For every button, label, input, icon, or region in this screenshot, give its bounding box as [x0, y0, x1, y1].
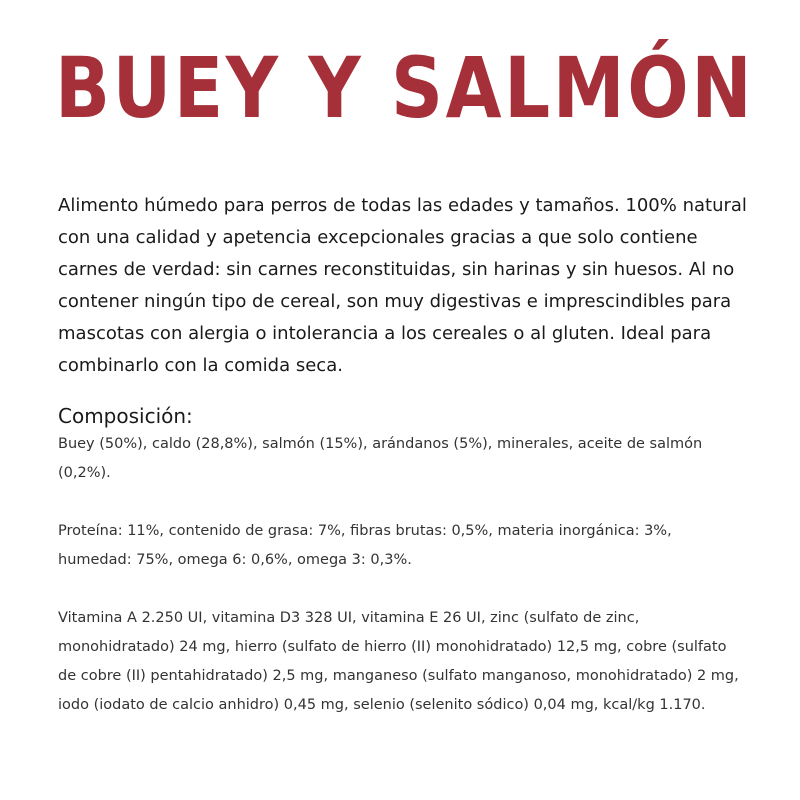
- composition-heading: Composición:: [58, 404, 193, 428]
- additives-text: Vitamina A 2.250 UI, vitamina D3 328 UI, vitamina E 26 UI, zinc (sulfato de zinc, monohidratado) 24 mg, hierro (sulfato de hierro (II) monohidratado) 12,5 mg, cobre (sulfato de cobre (II) pentahidratado) 2,5 mg, manganeso (sulfato manganoso, monohidratado) 2 mg, iodo (iodato de calcio anhidro) 0,45 mg, selenio (selenito sódico) 0,04 mg, kcal/kg 1.170.: [58, 610, 739, 713]
- product-description: Alimento húmedo para perros de todas las edades y tamaños. 100% natural con una calidad y apetencia excepcionales gracias a que solo contiene carnes de verdad: sin carnes reconstituidas, sin harinas y sin huesos. Al no contener ningún tipo de cereal, son muy digestivas e imprescindibles para mascotas con alergia o intolerancia a los cereales o al gluten. Ideal para combinarlo con la comida seca.: [58, 195, 747, 376]
- ingredients-text: Buey (50%), caldo (28,8%), salmón (15%), arándanos (5%), minerales, aceite de salmón (0,2%).: [58, 436, 703, 481]
- analysis-text: Proteína: 11%, contenido de grasa: 7%, fibras brutas: 0,5%, materia inorgánica: 3%, humedad: 75%, omega 6: 0,6%, omega 3: 0,3%.: [58, 523, 672, 568]
- product-title: BUEY Y SALMÓN: [55, 39, 755, 137]
- composition-section: [58, 430, 748, 749]
